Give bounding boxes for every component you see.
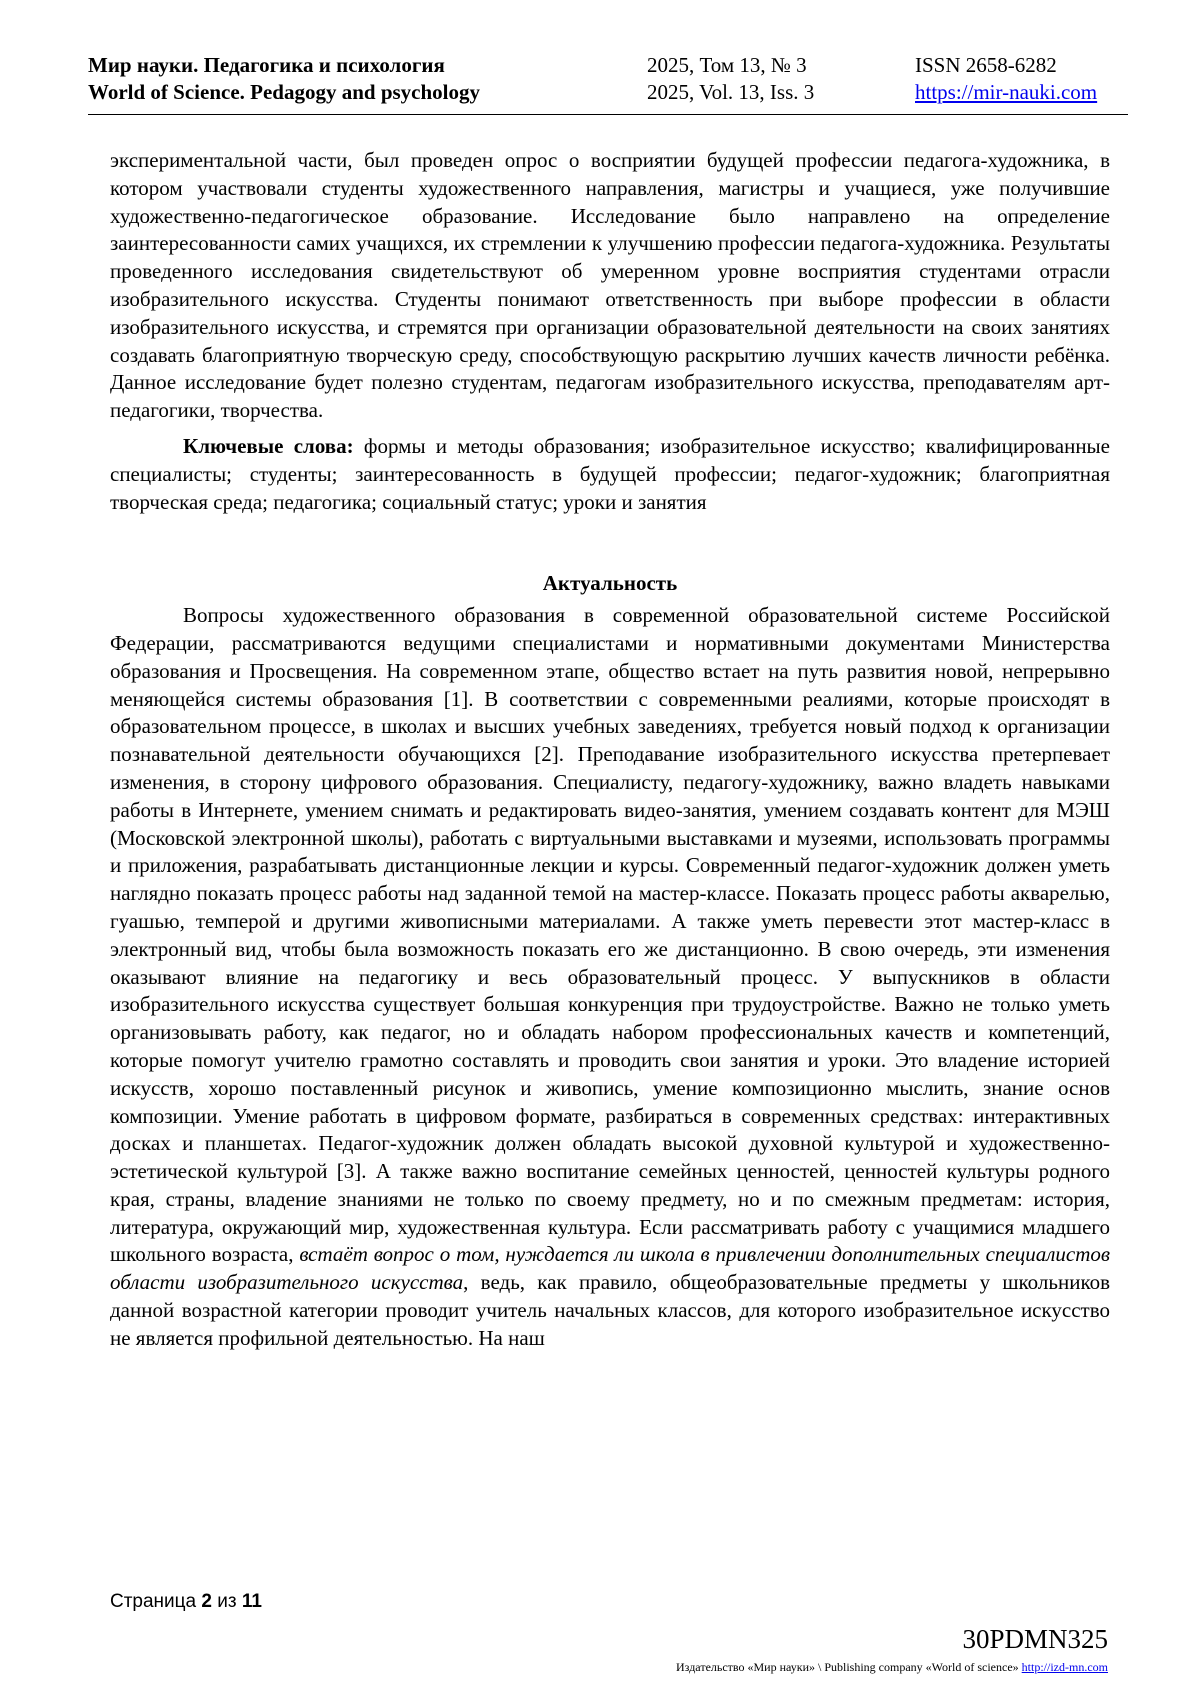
journal-website-link[interactable]: https://mir-nauki.com xyxy=(915,80,1098,104)
journal-title-ru: Мир науки. Педагогика и психология xyxy=(88,53,445,77)
section-title: Актуальность xyxy=(542,571,678,596)
keywords-label: Ключевые слова: xyxy=(183,433,354,458)
running-header xyxy=(88,52,1128,115)
page-total: 11 xyxy=(241,1591,262,1612)
issue-en: 2025, Vol. 13, Iss. 3 xyxy=(647,80,815,104)
body-paragraph xyxy=(110,602,1110,1353)
journal-title-en: World of Science. Pedagogy and psychology xyxy=(88,80,481,104)
page-current: 2 xyxy=(201,1591,212,1612)
issn-block xyxy=(915,52,1097,106)
page-label: Страница xyxy=(110,1591,197,1612)
body-text-part1: Вопросы художественного образования в современной образовательной системе Российской Федерации, рассматриваются ведущими специалистами и нормативными документами Министерства образования и Просвещения. На современном этапе, общество встает на путь развития новой, непрерывно меняющейся системы образования [1]. В соответствии с современными реалиями, которые происходят в образовательном процессе, в школах и высших учебных заведениях, требуется новый подход к организации познавательной деятельности обучающихся [2]. Преподавание изобразительного искусства претерпевает изменения, в сторону цифрового образования. Специалисту, педагогу-художнику, важно владеть навыками работы в Интернете, умением снимать и редактировать видео-занятия, умением создавать контент для МЭШ (Московской электронной школы), работать с виртуальными выставками и музеями, использовать программы и приложения, разрабатывать дистанционные лекции и курсы. Современный педагог-художник должен уметь наглядно показать процесс работы над заданной темой на мастер-классе. Показать процесс работы акварелью, гуашью, темперой и другими живописными материалами. А также уметь перевести этот мастер-класс в электронный вид, чтобы была возможность показать его же дистанционно. В свою очередь, эти изменения оказывают влияние на педагогику и весь образовательный процесс. У выпускников в области изобразительного искусства существует большая конкуренция при трудоустройстве. Важно не только уметь организовывать работу, как педагог, но и обладать набором профессиональных качеств и компетенций, которые помогут учителю грамотно составлять и проводить свои занятия и уроки. Это владение историей искусств, хорошо поставленный рисунок и живопись, умение композиционно мыслить, знание основ композиции. Умение работать в цифровом формате, разбираться в современных средствах: интерактивных досках и планшетах. Педагог-художник должен обладать высокой духовной культурой и художественно-эстетической культурой [3]. А также важно воспитание семейных ценностей, ценностей культуры родного края, страны, владение знаниями не только по своему предмету, но и по смежным предметам: история, литература, окружающий мир, художественная культура. Если рассматривать работу с учащимися младшего школьного возраста, xyxy=(110,603,1110,1267)
page-number xyxy=(110,1591,262,1613)
publisher-text: Издательство «Мир науки» \ Publishing company «World of science» xyxy=(676,1660,1019,1674)
journal-title-block xyxy=(88,52,480,106)
page-of: из xyxy=(217,1591,237,1612)
abstract-paragraph: экспериментальной части, был проведен опрос о восприятии будущей профессии педагога-художника, в котором участвовали студенты художественного направления, магистры и учащиеся, уже получившие художественно-педагогическое образование. Исследование было направлено на определение заинтересованности самих учащихся, их стремлении к улучшению профессии педагога-художника. Результаты проведенного исследования свидетельствуют об умеренном уровне восприятия студентами отрасли изобразительного искусства. Студенты понимают ответственность при выборе профессии в области изобразительного искусства, и стремятся при организации образовательной деятельности на своих занятиях создавать благоприятную творческую среду, способствующую раскрытию лучших качеств личности ребёнка. Данное исследование будет полезно студентам, педагогам изобразительного искусства, преподавателям арт-педагогики, творчества. xyxy=(110,148,1110,423)
body-text-part2: , ведь, как правило, общеобразовательные предметы у школьников данной возрастной категории проводит учитель начальных классов, для которого изобразительное искусство не является профильной деятельностью. На наш xyxy=(110,1270,1110,1350)
publisher-link[interactable]: http://izd-mn.com xyxy=(1021,1660,1108,1674)
issn: ISSN 2658-6282 xyxy=(915,53,1057,77)
issue-info-block xyxy=(647,52,814,106)
keywords-paragraph xyxy=(110,433,1110,516)
keywords-text: формы и методы образования; изобразительное искусство; квалифицированные специалисты; студенты; заинтересованность в будущей профессии; педагог-художник; благоприятная творческая среда; педагогика; социальный статус; уроки и занятия xyxy=(110,433,1110,514)
article-code: 30PDMN325 xyxy=(962,1624,1108,1654)
body-text-italic: встаёт вопрос о том, нуждается ли школа в привлечении дополнительных специалистов области изобразительного искусства xyxy=(110,1242,1110,1295)
page-content xyxy=(110,147,1110,1353)
issue-ru: 2025, Том 13, № 3 xyxy=(647,53,807,77)
publisher-footer xyxy=(676,1660,1108,1675)
